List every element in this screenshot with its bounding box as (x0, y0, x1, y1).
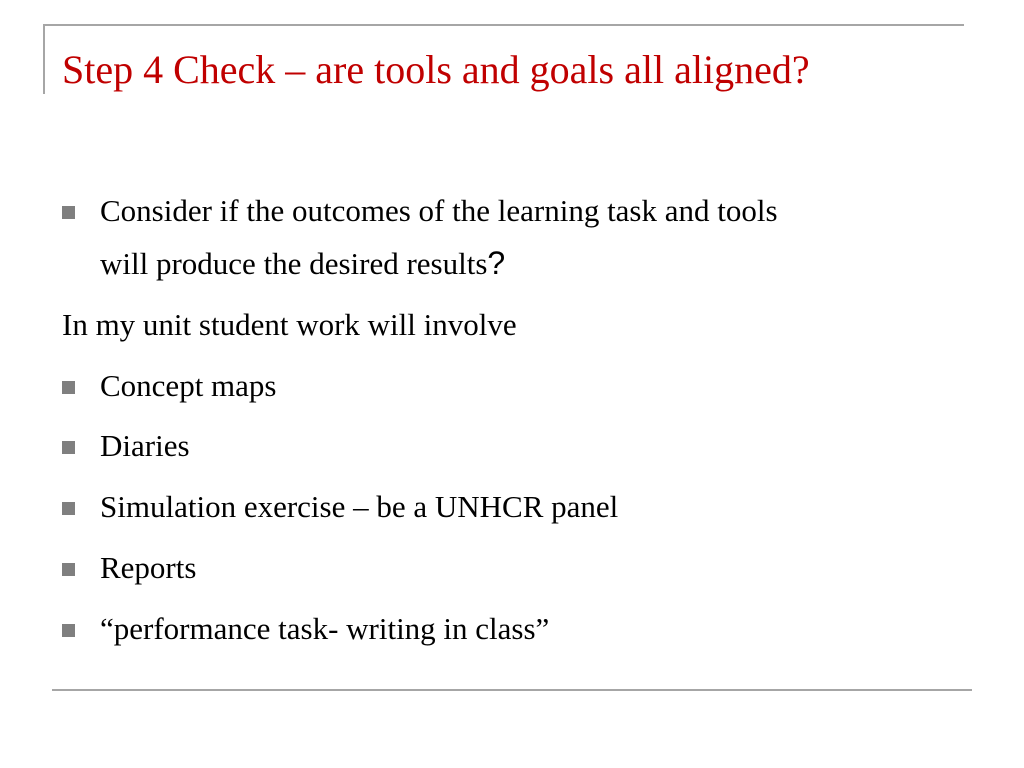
bullet-text-line1: Consider if the outcomes of the learning task and tools (100, 193, 778, 228)
frame-left-rule (43, 24, 45, 94)
bullet-text-suffix: ? (487, 245, 506, 281)
square-bullet-icon (62, 381, 75, 394)
bullet-text: “performance task- writing in class” (100, 611, 550, 646)
square-bullet-icon (62, 502, 75, 515)
bullet-text: Reports (100, 550, 197, 585)
bullet-text: Simulation exercise – be a UNHCR panel (100, 489, 619, 524)
frame-top-rule (43, 24, 964, 26)
bullet-text: Concept maps (100, 368, 277, 403)
square-bullet-icon (62, 563, 75, 576)
square-bullet-icon (62, 206, 75, 219)
plain-line (62, 299, 517, 351)
footer-rule (52, 689, 972, 691)
square-bullet-icon (62, 441, 75, 454)
bullet-text-line2-main: will produce the desired results (100, 246, 488, 281)
plain-text: In my unit student work will involve (62, 307, 517, 342)
square-bullet-icon (62, 624, 75, 637)
bullet-text: Diaries (100, 428, 190, 463)
bullet-text-line2 (100, 237, 505, 290)
slide-title: Step 4 Check – are tools and goals all aligned? (62, 47, 810, 92)
